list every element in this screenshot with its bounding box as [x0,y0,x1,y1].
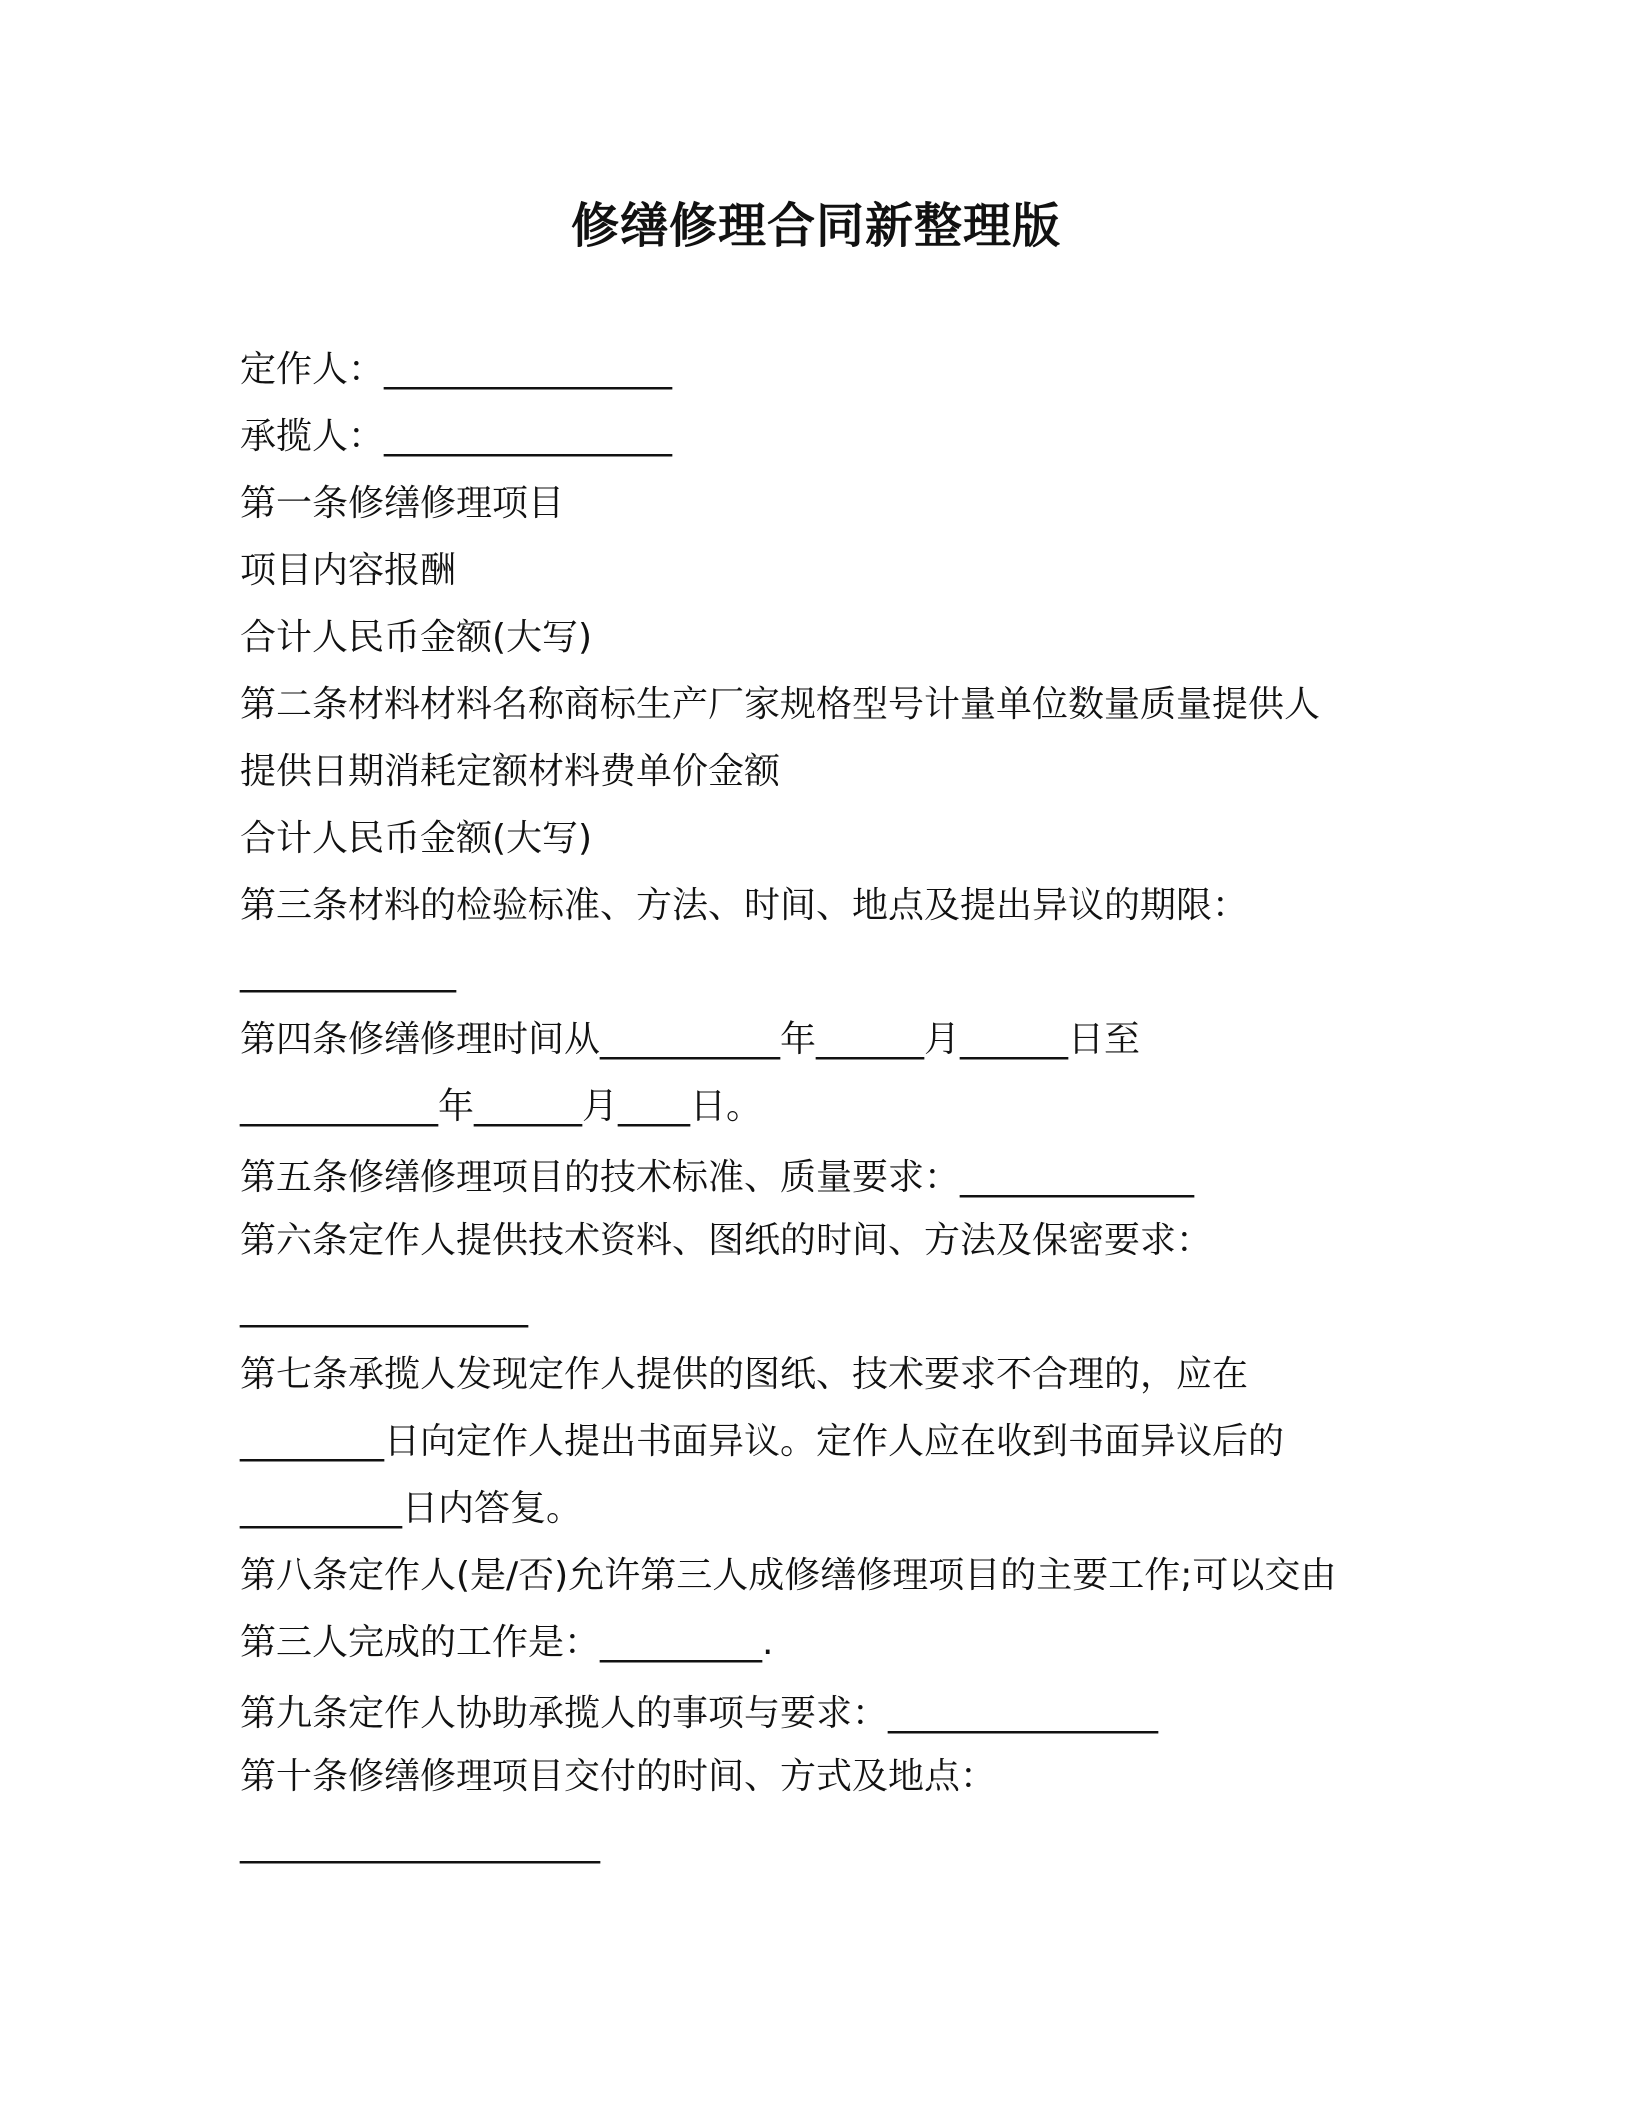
line-article-9: 第九条定作人协助承揽人的事项与要求：_______________ [240,1693,1159,1734]
line-contractor: 承揽人：________________ [240,416,673,457]
line-article-7: 第七条承揽人发现定作人提供的图纸、技术要求不合理的，应在 [240,1354,1249,1395]
line-total-amount-2: 合计人民币金额(大写) [240,818,593,859]
line-total-amount-1: 合计人民币金额(大写) [240,617,593,658]
line-article-8: 第八条定作人(是/否)允许第三人成修缮修理项目的主要工作;可以交由 [240,1555,1337,1596]
line-article-4: 第四条修缮修理时间从__________年______月______日至 [240,1019,1141,1060]
line-article-5: 第五条修缮修理项目的技术标准、质量要求：_____________ [240,1157,1195,1198]
line-article-6: 第六条定作人提供技术资料、图纸的时间、方法及保密要求： [240,1220,1213,1261]
line-article-6-blank: ________________ [240,1287,528,1328]
line-article-2-cont: 提供日期消耗定额材料费单价金额 [240,751,781,792]
line-article-7-end: _________日内答复。 [240,1488,583,1529]
line-article-8-cont: 第三人完成的工作是：_________. [240,1622,774,1663]
line-article-3: 第三条材料的检验标准、方法、时间、地点及提出异议的期限： [240,885,1249,926]
line-article-7-cont: ________日向定作人提出书面异议。定作人应在收到书面异议后的 [240,1421,1285,1462]
line-orderer: 定作人：________________ [240,349,673,390]
line-project-content: 项目内容报酬 [240,550,457,591]
document-title: 修缮修理合同新整理版 [570,198,1061,254]
line-article-2: 第二条材料材料名称商标生产厂家规格型号计量单位数量质量提供人 [240,684,1321,725]
line-article-1: 第一条修缮修理项目 [240,483,565,524]
line-article-4-cont: ___________年______月____日。 [240,1086,762,1127]
line-article-10-blank: ____________________ [240,1823,600,1864]
line-article-10: 第十条修缮修理项目交付的时间、方式及地点： [240,1756,997,1797]
line-article-3-blank: ____________ [240,952,456,993]
